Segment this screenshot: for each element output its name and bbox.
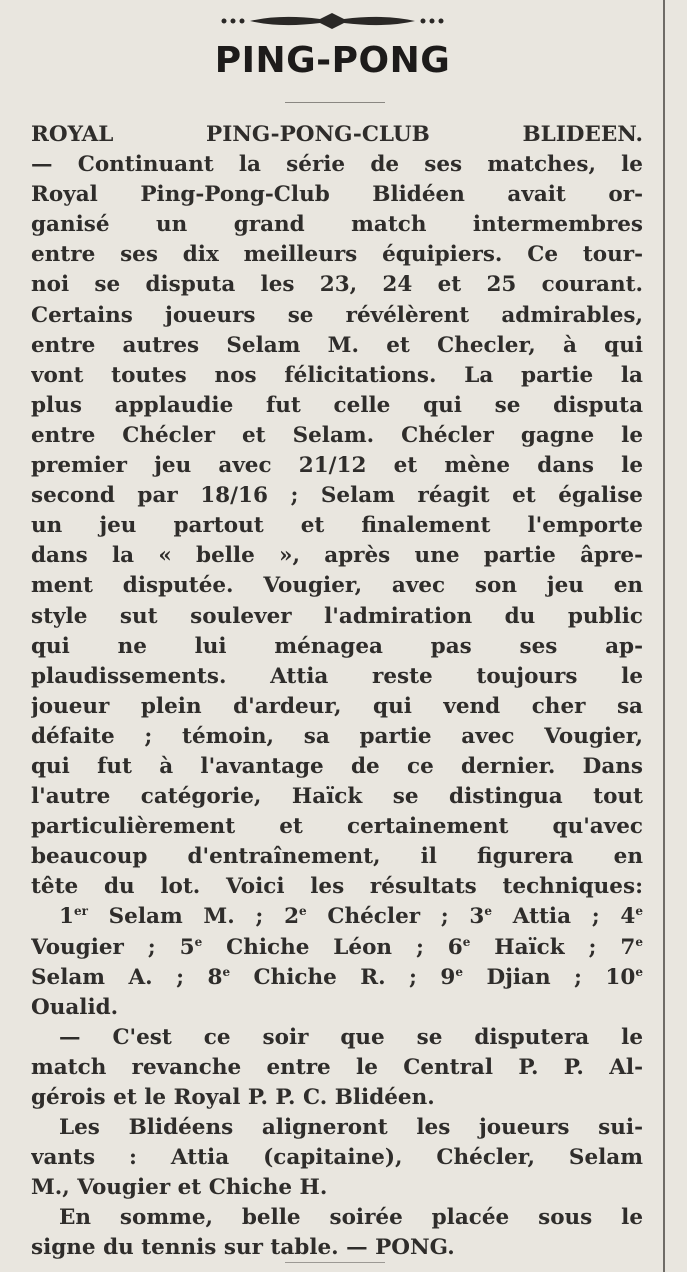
article-line <box>31 361 643 391</box>
ordinal-suffix: e <box>635 904 643 919</box>
ornament-divider <box>220 10 445 32</box>
article-line <box>31 331 643 361</box>
article-line <box>31 993 643 1023</box>
line-text: beaucoup d'entraînement, il figurera en <box>31 844 643 870</box>
line-text: ganisé un grand match intermembres <box>31 212 643 238</box>
article-line <box>31 451 643 481</box>
line-text: qui ne lui ménagea pas ses ap- <box>31 633 643 659</box>
line-text: En somme, belle soirée placée sous le <box>59 1205 643 1231</box>
line-text: M., Vougier et Chiche H. <box>31 1175 328 1201</box>
article-line <box>31 1233 643 1263</box>
title-underline <box>285 102 385 103</box>
ordinal-suffix: e <box>635 934 643 949</box>
article-line <box>31 692 643 722</box>
ordinal-suffix: e <box>635 964 643 979</box>
line-text: Vougier ; 5 <box>31 934 195 960</box>
line-text: particulièrement et certainement qu'avec <box>31 814 643 840</box>
article-title: PING-PONG <box>214 40 451 81</box>
article-line <box>31 481 643 511</box>
line-text: 1 <box>59 904 74 930</box>
article-line <box>31 752 643 782</box>
article-line <box>31 240 643 270</box>
article-line <box>31 1113 643 1143</box>
article-line <box>31 1143 643 1173</box>
line-text: premier jeu avec 21/12 et mène dans le <box>31 453 643 479</box>
ordinal-suffix: er <box>73 904 88 919</box>
article-line <box>31 571 643 601</box>
article-line <box>31 602 643 632</box>
article-line <box>31 421 643 451</box>
line-text: match revanche entre le Central P. P. Al- <box>31 1054 643 1080</box>
line-text: Selam A. ; 8 <box>31 964 223 990</box>
line-text: style sut soulever l'admiration du public <box>31 603 643 629</box>
article-line <box>31 632 643 662</box>
line-text: plus applaudie fut celle qui se disputa <box>31 392 643 418</box>
article-line <box>31 782 643 812</box>
article-line <box>31 812 643 842</box>
line-text: vont toutes nos félicitations. La partie la <box>31 362 643 388</box>
article-line <box>31 1023 643 1053</box>
article-line <box>31 662 643 692</box>
article-line <box>31 1083 643 1113</box>
line-text: Djian ; 10 <box>463 964 636 990</box>
line-text: Royal Ping-Pong-Club Blidéen avait or- <box>31 182 643 208</box>
article-line <box>31 150 643 180</box>
ordinal-suffix: e <box>455 964 464 979</box>
line-text: Oualid. <box>31 994 119 1020</box>
line-text: joueur plein d'ardeur, qui vend cher sa <box>31 693 643 719</box>
line-text: Selam M. ; 2 <box>87 904 300 930</box>
line-text: entre autres Selam M. et Checler, à qui <box>31 332 643 358</box>
line-text: entre Chécler et Selam. Chécler gagne le <box>31 422 643 448</box>
line-text: vants : Attia (capitaine), Chécler, Selam <box>31 1145 643 1171</box>
line-text: gérois et le Royal P. P. C. Blidéen. <box>31 1085 435 1110</box>
article-line <box>31 963 643 993</box>
line-text: Chiche Léon ; 6 <box>202 934 463 960</box>
article-line <box>31 511 643 541</box>
line-text: second par 18/16 ; Selam réagit et égalise <box>31 483 643 509</box>
bottom-rule <box>285 1262 385 1263</box>
line-text: noi se disputa les 23, 24 et 25 courant. <box>31 272 643 298</box>
article-line <box>31 933 643 963</box>
article-line <box>31 120 643 150</box>
line-text: ROYAL PING-PONG-CLUB BLIDEEN. <box>31 122 643 147</box>
line-text: plaudissements. Attia reste toujours le <box>31 663 643 689</box>
line-text: tête du lot. Voici les résultats techniques: <box>31 874 643 900</box>
line-text: défaite ; témoin, sa partie avec Vougier, <box>31 723 643 749</box>
column-rule <box>663 0 665 1272</box>
article-line <box>31 270 643 300</box>
line-text: Chécler ; 3 <box>306 904 485 930</box>
line-text: Attia ; 4 <box>492 904 636 930</box>
ordinal-suffix: e <box>462 934 471 949</box>
article-body <box>31 120 643 1264</box>
line-text: Certains joueurs se révélèrent admirables, <box>31 302 643 328</box>
line-text: Les Blidéens aligneront les joueurs sui- <box>59 1115 643 1141</box>
line-text: Haïck ; 7 <box>470 934 636 960</box>
article-line <box>31 1203 643 1233</box>
line-text: dans la « belle », après une partie âpre- <box>31 543 643 569</box>
article-line <box>31 1173 643 1203</box>
article-line <box>31 902 643 932</box>
line-text: un jeu partout et finalement l'emporte <box>31 513 643 539</box>
article-line <box>31 391 643 421</box>
ordinal-suffix: e <box>222 964 231 979</box>
ordinal-suffix: e <box>299 904 307 919</box>
ordinal-suffix: e <box>194 934 203 949</box>
line-text: l'autre catégorie, Haïck se distingua tout <box>31 784 643 810</box>
article-line <box>31 872 643 902</box>
line-text: ment disputée. Vougier, avec son jeu en <box>31 573 643 599</box>
line-text: — Continuant la série de ses matches, le <box>31 152 643 178</box>
article-line <box>31 541 643 571</box>
line-text: signe du tennis sur table. — PONG. <box>31 1235 455 1261</box>
article-line <box>31 210 643 240</box>
article-line <box>31 842 643 872</box>
line-text: Chiche R. ; 9 <box>230 964 456 990</box>
line-text: entre ses dix meilleurs équipiers. Ce tour- <box>31 242 643 268</box>
ordinal-suffix: e <box>484 904 493 919</box>
article-line <box>31 722 643 752</box>
line-text: — C'est ce soir que se disputera le <box>59 1024 643 1050</box>
line-text: qui fut à l'avantage de ce dernier. Dans <box>31 753 643 779</box>
article-line <box>31 180 643 210</box>
article-line <box>31 301 643 331</box>
article-line <box>31 1053 643 1083</box>
